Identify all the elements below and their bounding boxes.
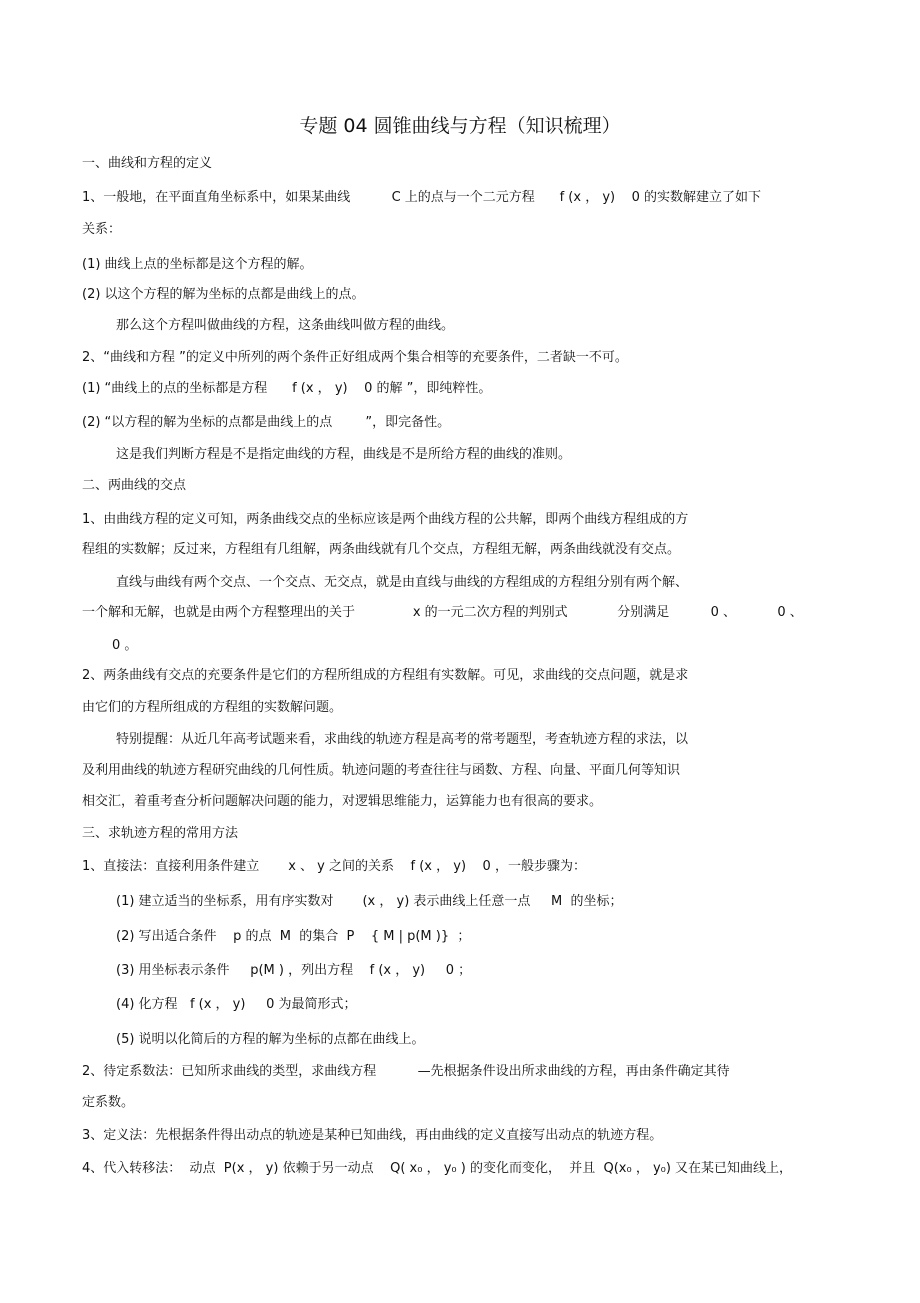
section-heading-1: 一、曲线和方程的定义 <box>82 156 213 171</box>
paragraph-line: 及利用曲线的轨迹方程研究曲线的几何性质。轨迹问题的考查往往与函数、方程、向量、平面几何等知识 <box>82 763 681 778</box>
paragraph-line: (2) “以方程的解为坐标的点都是曲线上的点 ”，即完备性。 <box>82 415 451 430</box>
page-title: 专题 04 圆锥曲线与方程（知识梳理） <box>299 115 621 137</box>
paragraph-line: 这是我们判断方程是不是指定曲线的方程，曲线是不是所给方程的曲线的准则。 <box>116 447 572 462</box>
paragraph-line: 1、直接法：直接利用条件建立 x 、 y 之间的关系 f (x ， y) 0 ，一般步骤为： <box>82 859 586 874</box>
section-heading-3: 三、求轨迹方程的常用方法 <box>82 826 239 841</box>
paragraph-line: 1、由曲线方程的定义可知，两条曲线交点的坐标应该是两个曲线方程的公共解，即两个曲线方程组成的方 <box>82 512 689 527</box>
paragraph-line: 一个解和无解，也就是由两个方程整理出的关于 x 的一元二次方程的判别式 分别满足 0 、 0 、 <box>82 605 803 620</box>
section-heading-2: 二、两曲线的交点 <box>82 478 187 493</box>
paragraph-line: (5) 说明以化简后的方程的解为坐标的点都在曲线上。 <box>116 1032 425 1047</box>
paragraph-line: (1) 曲线上点的坐标都是这个方程的解。 <box>82 257 313 272</box>
paragraph-line: 2、两条曲线有交点的充要条件是它们的方程所组成的方程组有实数解。可见，求曲线的交点问题，就是求 <box>82 668 689 683</box>
paragraph-line: 2、“曲线和方程 ”的定义中所列的两个条件正好组成两个集合相等的充要条件，二者缺一不可。 <box>82 350 628 365</box>
paragraph-line: 1、一般地，在平面直角坐标系中，如果某曲线 C 上的点与一个二元方程 f (x ， y) 0 的实数解建立了如下 <box>82 190 762 205</box>
paragraph-line: 3、定义法：先根据条件得出动点的轨迹是某种已知曲线，再由曲线的定义直接写出动点的轨迹方程。 <box>82 1128 663 1143</box>
paragraph-line: 由它们的方程所组成的方程组的实数解问题。 <box>82 700 343 715</box>
paragraph-line: 特别提醒：从近几年高考试题来看，求曲线的轨迹方程是高考的常考题型，考查轨迹方程的求法，以 <box>116 732 689 747</box>
paragraph-line: 关系： <box>82 222 122 237</box>
paragraph-line: 2、待定系数法：已知所求曲线的类型，求曲线方程 —先根据条件设出所求曲线的方程，再由条件确定其待 <box>82 1064 730 1079</box>
paragraph-line: (2) 以这个方程的解为坐标的点都是曲线上的点。 <box>82 287 365 302</box>
paragraph-line: (4) 化方程 f (x ， y) 0 为最简形式； <box>116 997 357 1012</box>
paragraph-line: (1) “曲线上的点的坐标都是方程 f (x ， y) 0 的解 ”，即纯粹性。 <box>82 381 492 396</box>
paragraph-line: 定系数。 <box>82 1095 135 1110</box>
paragraph-line: 那么这个方程叫做曲线的方程，这条曲线叫做方程的曲线。 <box>116 318 455 333</box>
paragraph-line: 直线与曲线有两个交点、一个交点、无交点，就是由直线与曲线的方程组成的方程组分别有两个解、 <box>116 575 689 590</box>
paragraph-line: (1) 建立适当的坐标系，用有序实数对 (x ， y) 表示曲线上任意一点 M 的坐标； <box>116 894 623 909</box>
paragraph-line: 相交汇，着重考查分析问题解决问题的能力，对逻辑思维能力，运算能力也有很高的要求。 <box>82 794 603 809</box>
paragraph-line: 0 。 <box>112 638 138 653</box>
paragraph-line: (3) 用坐标表示条件 p(M ) ，列出方程 f (x ， y) 0 ； <box>116 963 472 978</box>
paragraph-line: 程组的实数解；反过来，方程组有几组解，两条曲线就有几个交点，方程组无解，两条曲线就没有交点。 <box>82 542 681 557</box>
paragraph-line: 4、代入转移法： 动点 P(x ， y) 依赖于另一动点 Q( x₀ ， y₀ ) 的变化而变化， 并且 Q(x₀ ， y₀) 又在某已知曲线上， <box>82 1161 793 1176</box>
paragraph-line: (2) 写出适合条件 p 的点 M 的集合 P { M | p(M )} ； <box>116 929 471 944</box>
